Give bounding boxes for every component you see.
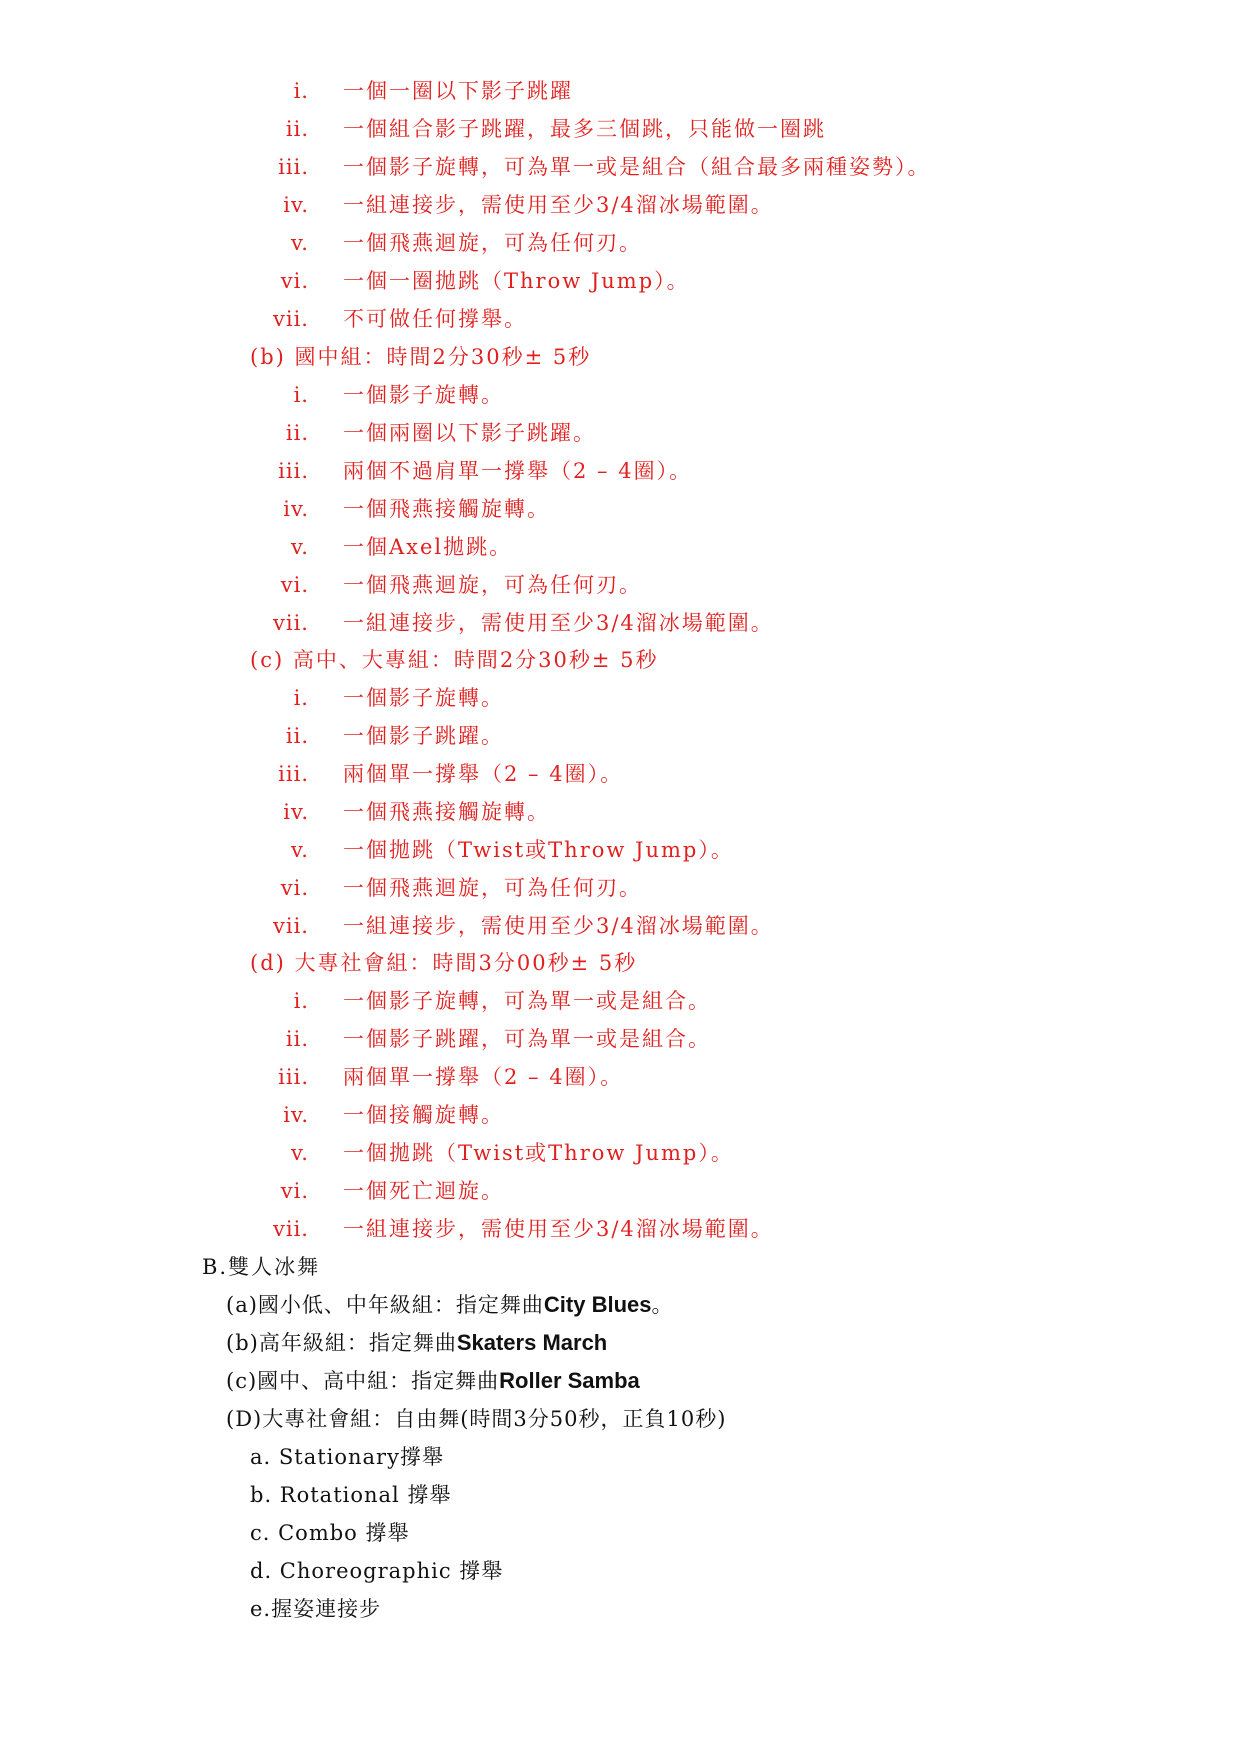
item-number: iii. — [278, 762, 309, 786]
list-item — [0, 1020, 1241, 1058]
item-number: iv. — [283, 800, 309, 824]
item-text: 一個接觸旋轉。 — [343, 1103, 504, 1127]
item-text: 一組連接步，需使用至少3/4溜冰場範圍。 — [343, 611, 774, 635]
item-number: i. — [293, 989, 309, 1013]
item-number: vii. — [273, 611, 309, 635]
dance-option: e.握姿連接步 — [250, 1597, 382, 1621]
list-item — [0, 1134, 1241, 1172]
dance-song-name: City Blues — [543, 1292, 652, 1317]
list-item — [0, 300, 1241, 338]
dance-option: d. Choreographic 撐舉 — [250, 1559, 504, 1583]
item-text: 一個飛燕接觸旋轉。 — [343, 800, 550, 824]
item-text: 一組連接步，需使用至少3/4溜冰場範圍。 — [343, 914, 774, 938]
item-text: 不可做任何撐舉。 — [343, 307, 527, 331]
list-item — [0, 1210, 1241, 1248]
item-text: 一個飛燕迴旋，可為任何刃。 — [343, 876, 642, 900]
dance-group-d: (D)大專社會組：自由舞(時間3分50秒，正負10秒) — [226, 1407, 727, 1431]
item-number: vi. — [280, 876, 309, 900]
item-text: 一個兩圈以下影子跳躍。 — [343, 421, 596, 445]
item-text: 一個影子跳躍，可為單一或是組合。 — [343, 1027, 711, 1051]
list-item — [0, 1172, 1241, 1210]
item-number: iv. — [283, 1103, 309, 1127]
list-item — [0, 717, 1241, 755]
item-number: iv. — [283, 497, 309, 521]
item-number: vii. — [273, 1217, 309, 1241]
list-item — [0, 452, 1241, 490]
dance-option: b. Rotational 撐舉 — [250, 1483, 452, 1507]
list-item — [0, 982, 1241, 1020]
list-item — [0, 831, 1241, 869]
item-text: 一個飛燕迴旋，可為任何刃。 — [343, 231, 642, 255]
dance-group-a — [226, 1286, 674, 1324]
item-number: vii. — [273, 914, 309, 938]
list-item — [0, 490, 1241, 528]
list-item — [0, 679, 1241, 717]
list-item — [0, 793, 1241, 831]
list-item — [0, 528, 1241, 566]
item-text: 一個死亡迴旋。 — [343, 1179, 504, 1203]
item-text: 一個影子旋轉。 — [343, 383, 504, 407]
item-number: ii. — [285, 724, 309, 748]
item-text: 一個影子跳躍。 — [343, 724, 504, 748]
item-number: iv. — [283, 193, 309, 217]
list-item — [0, 1058, 1241, 1096]
section-heading: B.雙人冰舞 — [202, 1255, 321, 1279]
dance-song-name: Skaters March — [456, 1330, 608, 1355]
item-text: 一個影子旋轉。 — [343, 686, 504, 710]
dance-group-b-label: (b)高年級組：指定舞曲 — [226, 1331, 457, 1355]
item-number: vi. — [280, 573, 309, 597]
list-item — [0, 376, 1241, 414]
item-text: 一個影子旋轉，可為單一或是組合（組合最多兩種姿勢）。 — [343, 155, 931, 179]
list-item — [0, 1096, 1241, 1134]
item-text: 兩個不過肩單一撐舉（2 – 4圈）。 — [343, 459, 693, 483]
list-item — [0, 907, 1241, 945]
item-number: i. — [293, 686, 309, 710]
item-number: ii. — [285, 1027, 309, 1051]
dance-group-a-suffix: 。 — [651, 1293, 674, 1317]
item-text: 兩個單一撐舉（2 – 4圈）。 — [343, 762, 624, 786]
item-text: 兩個單一撐舉（2 – 4圈）。 — [343, 1065, 624, 1089]
item-text: 一個一圈拋跳（Throw Jump）。 — [343, 269, 690, 293]
dance-option: c. Combo 撐舉 — [250, 1521, 410, 1545]
item-number: v. — [290, 231, 309, 255]
list-item — [0, 262, 1241, 300]
item-text: 一個組合影子跳躍，最多三個跳，只能做一圈跳 — [343, 117, 826, 141]
list-item — [0, 414, 1241, 452]
list-item — [0, 224, 1241, 262]
item-number: iii. — [278, 459, 309, 483]
item-text: 一個拋跳（Twist或Throw Jump）。 — [343, 838, 734, 862]
group-c-title: (c) 高中、大專組：時間2分30秒± 5秒 — [250, 648, 659, 672]
dance-group-c-label: (c)國中、高中組：指定舞曲 — [226, 1369, 500, 1393]
item-number: i. — [293, 79, 309, 103]
list-item — [0, 755, 1241, 793]
item-text: 一組連接步，需使用至少3/4溜冰場範圍。 — [343, 1217, 774, 1241]
list-item — [0, 148, 1241, 186]
item-text: 一個Axel拋跳。 — [343, 535, 513, 559]
item-number: v. — [290, 535, 309, 559]
item-number: v. — [290, 1141, 309, 1165]
list-item — [0, 566, 1241, 604]
item-number: i. — [293, 383, 309, 407]
dance-group-c — [226, 1362, 640, 1400]
item-number: vi. — [280, 1179, 309, 1203]
item-text: 一個影子旋轉，可為單一或是組合。 — [343, 989, 711, 1013]
dance-group-a-label: (a)國小低、中年級組：指定舞曲 — [226, 1293, 544, 1317]
item-text: 一個飛燕接觸旋轉。 — [343, 497, 550, 521]
dance-option: a. Stationary撐舉 — [250, 1445, 444, 1469]
item-number: v. — [290, 838, 309, 862]
item-text: 一個一圈以下影子跳躍 — [343, 79, 573, 103]
list-item — [0, 110, 1241, 148]
item-number: iii. — [278, 1065, 309, 1089]
group-b-title: (b) 國中組：時間2分30秒± 5秒 — [250, 345, 592, 369]
item-number: ii. — [285, 421, 309, 445]
dance-group-b — [226, 1324, 607, 1362]
item-text: 一組連接步，需使用至少3/4溜冰場範圍。 — [343, 193, 774, 217]
item-number: iii. — [278, 155, 309, 179]
list-item — [0, 869, 1241, 907]
item-number: ii. — [285, 117, 309, 141]
item-text: 一個拋跳（Twist或Throw Jump）。 — [343, 1141, 734, 1165]
group-d-title: (d) 大專社會組：時間3分00秒± 5秒 — [250, 951, 638, 975]
list-item — [0, 604, 1241, 642]
dance-song-name: Roller Samba — [499, 1368, 640, 1393]
list-item — [0, 72, 1241, 110]
item-text: 一個飛燕迴旋，可為任何刃。 — [343, 573, 642, 597]
item-number: vii. — [273, 307, 309, 331]
item-number: vi. — [280, 269, 309, 293]
list-item — [0, 186, 1241, 224]
